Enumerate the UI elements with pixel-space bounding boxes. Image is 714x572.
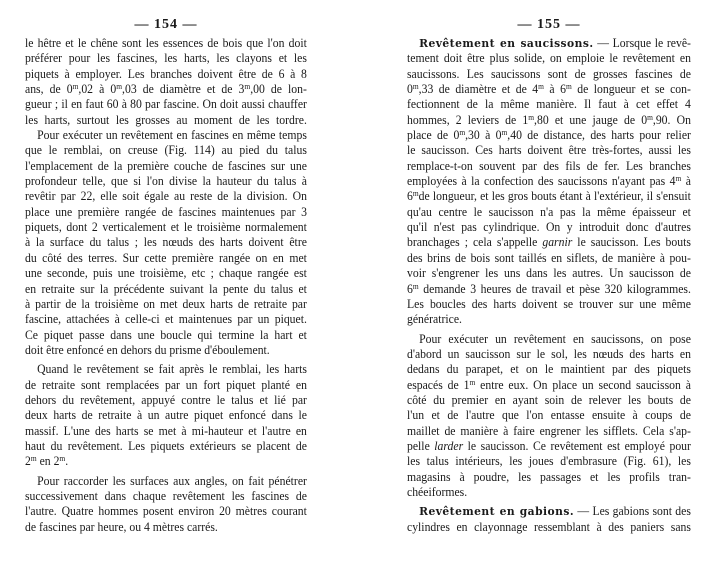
text-line: qu'il n'est pas cylindrique. On y introduit donc d'autres	[407, 220, 691, 235]
text-line: piquets à employer. Les branches doivent être de 6 à 8	[25, 66, 307, 81]
text-line: pelle larder le saucisson. Ce revêtement est employé pour	[407, 438, 691, 453]
paragraph	[25, 474, 307, 535]
text-line: remplace-t-on souvent par des fils de fer. Les branches	[407, 158, 691, 173]
text-line: préférer pour les fascines, les harts, les clayons et les	[25, 51, 307, 66]
text-line: fectionnent de la même manière. Il faut à cet effet 4	[407, 97, 691, 112]
text-line: maillet de manière à faire engrener les sifflets. Cela s'ap-	[407, 423, 691, 438]
text-line: successivement dans chaque revêtement les fascines de	[25, 488, 307, 503]
text-line: Revêtement en gabions. — Les gabions sont des	[419, 504, 691, 519]
text-line: haut du revêtement. Les piquets extérieurs se placent de	[25, 438, 307, 453]
section-heading: Revêtement en gabions.	[419, 504, 575, 519]
text-line: cylindres en clayonnage ressemblant à des paniers sans	[407, 519, 691, 534]
right-page-text	[407, 36, 691, 535]
text-line: gueur ; il en faut 60 à 80 par fascine. On doit aussi chauffer	[25, 97, 307, 112]
text-line: saucissons. Les saucissons sont de grosses fascines de	[407, 66, 691, 81]
text-line: les talus intérieurs, les joues d'embrasure (Fig. 61), les	[407, 454, 691, 469]
text-line: dehors du revêtement, appuyé contre le talus et lié par	[25, 392, 307, 407]
text-line: du côté des terres. Sur cette première rangée on en met	[25, 250, 307, 265]
paragraph	[407, 332, 691, 501]
left-page	[25, 0, 307, 572]
text-line: place une première rangée de fascines maintenues par 3	[25, 204, 307, 219]
text-line: une seconde, puis une troisième, etc ; chaque rangée est	[25, 266, 307, 281]
section-saucissons	[407, 36, 691, 328]
text-line: le saucisson. Ces harts doivent être très-fortes, aussi les	[407, 143, 691, 158]
text-line: Pour exécuter un revêtement en saucissons, on pose	[419, 331, 691, 346]
text-line: à partir de la troisième on met deux harts de retraite par	[25, 296, 307, 311]
text-line: deux harts de retraite à un autre piquet enfoncé dans le	[25, 408, 307, 423]
right-page	[407, 0, 691, 572]
text-line: espacés de 1$^m$ entre eux. On place un second saucisson à	[407, 377, 691, 392]
text-line: chéeiformes.	[407, 484, 468, 499]
text-line: à la surface du talus ; les nœuds des harts doivent être	[25, 235, 307, 250]
text-line: génératrice.	[407, 312, 462, 327]
text-line: doit être enfoncé en dehors du prisme d'éboulement.	[25, 342, 270, 357]
text-line: revêtir par 22, elle soit égale au reste de la division. On	[25, 189, 307, 204]
paragraph	[25, 36, 307, 128]
text-line: de retraite sont remplacées par un fort piquet planté en	[25, 377, 307, 392]
page-number: — 154 —	[134, 17, 198, 32]
text-line: place de 0$^m$,30 à 0$^m$,40 de distance, des harts pour relier	[407, 128, 691, 143]
text-line: magasins à poudre, les passages et les profils tran-	[407, 469, 691, 484]
text-line: fascine, attachées à celle-ci et maintenues par un piquet.	[25, 312, 307, 327]
text-line: voir s'engrener les uns dans les autres. Un saucisson de	[407, 266, 691, 281]
italic-term: larder	[434, 438, 464, 453]
page-number: — 155 —	[517, 17, 581, 32]
text-line: employées à la confection des saucissons n'ayant pas 4$^m$ à	[407, 174, 691, 189]
text-line: 6$^m$ demande 3 heures de travail et pèse 320 kilogrammes.	[407, 281, 691, 296]
paragraph	[25, 362, 307, 469]
text-line: qu'au centre le saucisson n'a pas la même épaisseur et	[407, 204, 691, 219]
section-gabions	[407, 504, 691, 535]
text-line: Pour raccorder les surfaces aux angles, on fait pénétrer	[37, 473, 307, 488]
text-line: l'un et de l'autre que l'on entasse ensuite à coups de	[407, 408, 691, 423]
text-line: 0$^m$,33 de diamètre et de 4$^m$ à 6$^m$ de longueur et se con-	[407, 82, 691, 97]
text-line: des brins de bois sont taillés en siflets, de manière à pou-	[407, 250, 691, 265]
text-line: massif. L'une des harts se met à mi-hauteur et l'autre en	[25, 423, 307, 438]
text-line: piquets, dont 2 verticalement et le troisième normalement	[25, 220, 307, 235]
text-line: d'abord un saucisson sur le sol, les nœuds des harts en	[407, 346, 691, 361]
text-line: en retraite sur la précédente suivant la pente du talus et	[25, 281, 307, 296]
text-line: branchages ; cela s'appelle garnir le saucisson. Les bouts	[407, 235, 691, 250]
text-line: le hêtre et le chêne sont les essences de bois que l'on doit	[25, 36, 307, 50]
text-line: Pour exécuter un revêtement en fascines en même temps	[37, 128, 307, 143]
text-line: de fascines par heure, ou 4 mètres carrés.	[25, 519, 218, 534]
text-line: tement doit être plus solide, on emploie le revêtement en	[407, 51, 691, 66]
paragraph	[25, 128, 307, 358]
text-line: Revêtement en saucissons. — Lorsque le revê-	[419, 36, 691, 50]
text-line: l'emplacement de la première couche de fascines sur une	[25, 158, 307, 173]
text-line: les harts, surtout les grosses au moment de les tordre.	[25, 112, 307, 127]
text-line: Les boucles des harts doivent se trouver sur une même	[407, 296, 691, 311]
text-line: profondeur telle, que si l'on divise la hauteur du talus à	[25, 174, 307, 189]
text-line: que le remblai, on creuse (Fig. 114) au pied du talus	[25, 143, 307, 158]
text-line: Quand le revêtement se fait après le remblai, les harts	[37, 362, 307, 377]
text-line: côté du premier en ayant soin de relever les bouts de	[407, 392, 691, 407]
text-line: Ce piquet passe dans une boucle qui termine la hart et	[25, 327, 307, 342]
left-page-text	[25, 36, 307, 535]
text-line: l'autre. Quatre hommes posent environ 20 mètres courant	[25, 504, 307, 519]
text-line: 2$^m$ en 2$^m$.	[25, 454, 69, 469]
section-heading: Revêtement en saucissons.	[419, 36, 594, 50]
text-line: ans, de 0$^m$,02 à 0$^m$,03 de diamètre et de 3$^m$,00 de lon-	[25, 82, 307, 97]
text-line: 6$^m$de longueur, et les gros bouts étant à l'extérieur, il s'ensuit	[407, 189, 691, 204]
italic-term: garnir	[542, 235, 573, 250]
text-line: dedans du parapet, et on le maintient par des piquets	[407, 362, 691, 377]
text-line: hommes, 2 leviers de 1$^m$,80 et une jauge de 0$^m$,90. On	[407, 112, 691, 127]
